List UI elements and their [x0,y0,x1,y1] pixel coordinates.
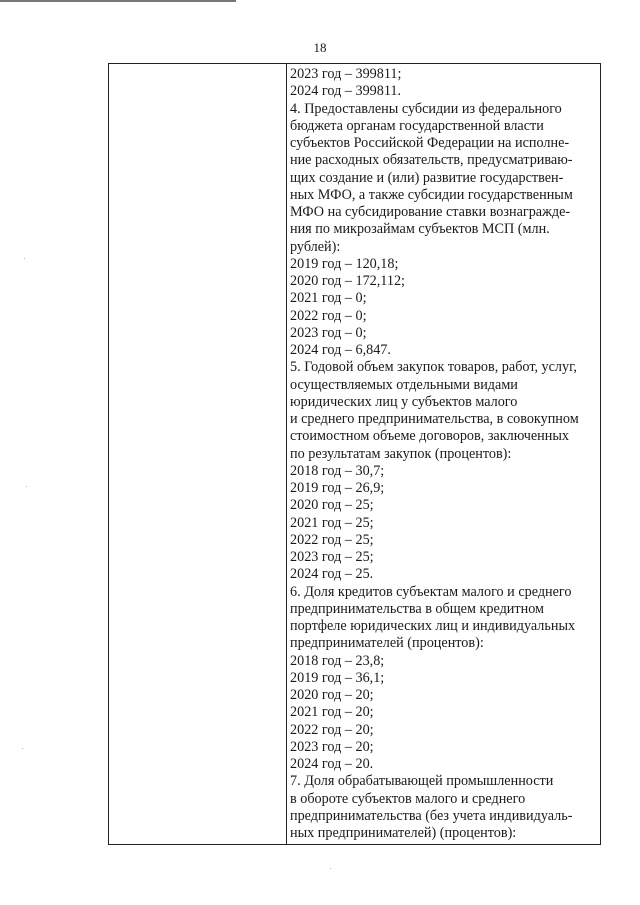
scan-speck [22,748,23,749]
text-line: портфеле юридических лиц и индивидуальных [290,618,576,634]
text-line: 2018 год – 30,7; [290,462,385,479]
table-left-cell [109,64,286,844]
table-right-cell [290,66,600,842]
text-line: щих создание и (или) развитие государствен- [290,169,564,186]
text-line: 2021 год – 20; [290,704,374,721]
text-line: предпринимательства в общем кредитном [290,600,544,617]
column-divider [286,64,287,844]
text-line: 7. Доля обрабатывающей промышленности [290,773,554,790]
text-line: рублей): [290,238,341,255]
text-line: 2020 год – 172,112; [290,273,406,289]
text-line: ных предпринимателей) (процентов): [290,825,517,841]
text-line: 2023 год – 20; [290,738,374,755]
text-line: предпринимателей (процентов): [290,635,484,652]
scan-speck [26,486,27,487]
scan-speck [330,868,331,869]
text-line: субъектов Российской Федерации на исполне- [290,135,570,151]
content-table [108,63,601,845]
text-line: юридических лиц у субъектов малого [290,393,518,410]
text-line: 2019 год – 36,1; [290,669,385,686]
text-line: ние расходных обязательств, предусматриваю- [290,152,573,169]
text-line: стоимостном объеме договоров, заключенных [290,428,569,445]
page-number: 18 [313,40,327,55]
text-line: 2024 год – 6,847. [290,342,391,358]
text-line: 2021 год – 25; [290,514,374,531]
text-line: 2020 год – 20; [290,687,374,703]
top-scan-rule [0,0,236,2]
text-line: 5. Годовой объем закупок товаров, работ, услуг, [290,359,577,376]
text-line: 2022 год – 25; [290,531,374,548]
text-line: 2019 год – 120,18; [290,255,399,272]
text-line: осуществляемых отдельными видами [290,376,518,393]
text-line: ния по микрозаймам субъектов МСП (млн. [290,221,550,238]
text-line: ных МФО, а также субсидии государственным [290,186,573,203]
text-line: предпринимательства (без учета индивидуаль- [290,807,573,824]
text-line: 2024 год – 20. [290,756,374,772]
text-line: 2023 год – 0; [290,324,367,341]
text-line: 2023 год – 399811; [290,66,402,82]
text-line: МФО на субсидирование ставки вознагражде- [290,204,571,220]
text-line: 2023 год – 25; [290,549,374,565]
text-line: 6. Доля кредитов субъектам малого и среднего [290,583,572,600]
text-line: бюджета органам государственной власти [290,117,544,134]
text-line: 2020 год – 25; [290,497,374,514]
text-line: по результатам закупок (процентов): [290,445,512,462]
text-line: 2021 год – 0; [290,290,367,307]
text-line: 2018 год – 23,8; [290,652,385,669]
text-line: 2019 год – 26,9; [290,480,385,496]
text-line: и среднего предпринимательства, в совокупном [290,411,579,427]
text-line: в обороте субъектов малого и среднего [290,790,526,807]
text-line: 2024 год – 25. [290,566,374,583]
text-line: 2022 год – 20; [290,721,374,738]
text-line: 2022 год – 0; [290,307,367,324]
scan-speck [24,258,25,259]
text-line: 2024 год – 399811. [290,83,402,100]
text-line: 4. Предоставлены субсидии из федерального [290,100,562,117]
